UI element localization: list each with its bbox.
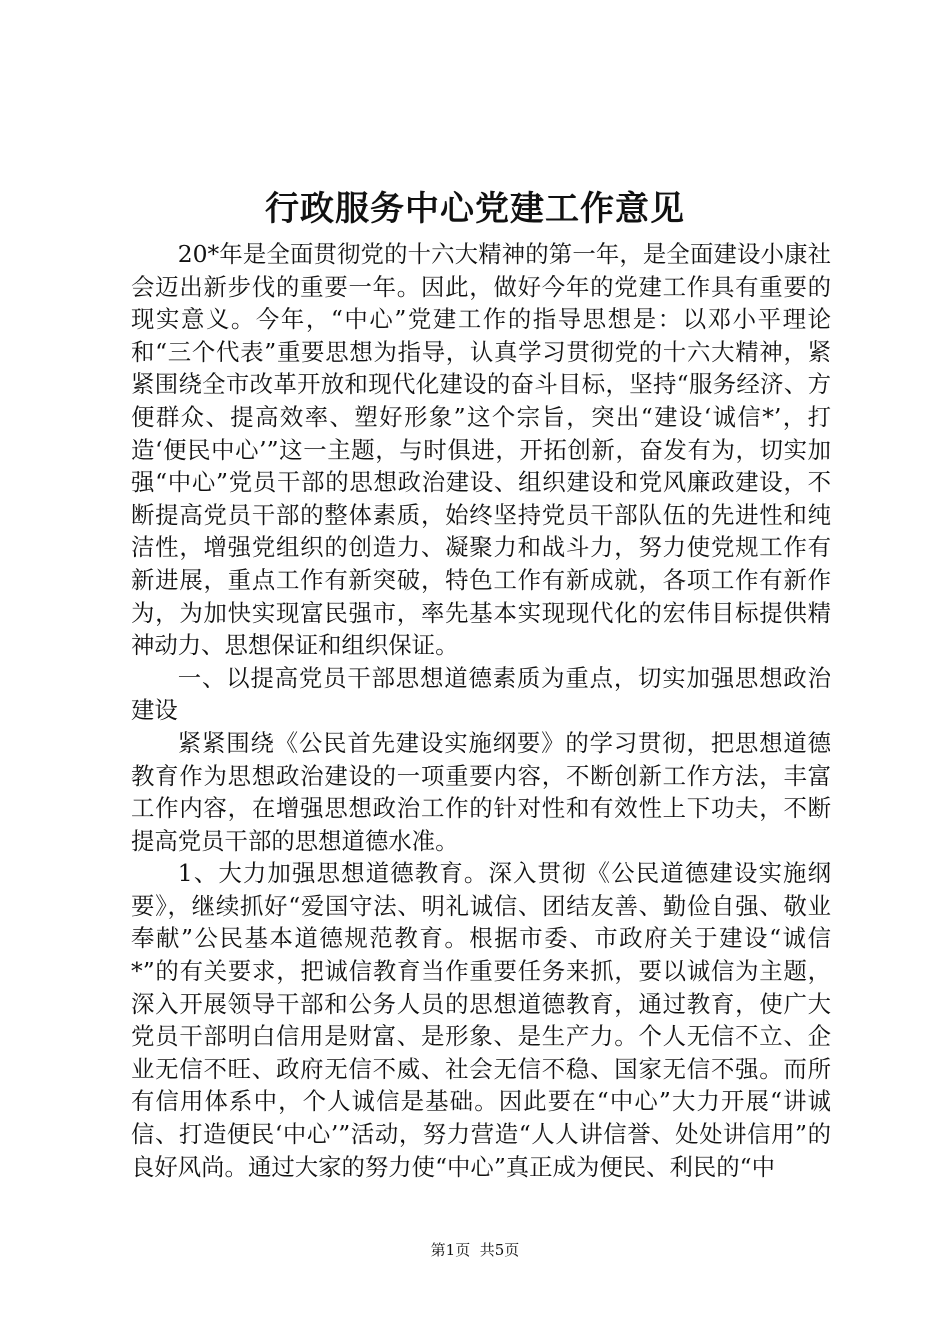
page-number: 第1页 [430, 1241, 471, 1259]
footer-gap [470, 1241, 480, 1259]
paragraph-section-1: 紧紧围绕《公民首先建设实施纲要》的学习贯彻，把思想道德教育作为思想政治建设的一项重要内容，不断创新工作方法，丰富工作内容，在增强思想政治工作的针对性和有效性上下功夫，不断提高党员干部的思想道德水准。 [131, 728, 831, 855]
section-heading-1: 一、以提高党员干部思想道德素质为重点，切实加强思想政治建设 [131, 663, 831, 725]
paragraph-item-1: 1、大力加强思想道德教育。深入贯彻《公民道德建设实施纲要》，继续抓好“爱国守法、明礼诚信、团结友善、勤俭自强、敬业奉献”公民基本道德规范教育。根据市委、市政府关于建设“诚信*”的有关要求，把诚信教育当作重要任务来抓，要以诚信为主题，深入开展领导干部和公务人员的思想道德教育，通过教育，使广大党员干部明白信用是财富、是形象、是生产力。个人无信不立、企业无信不旺、政府无信不威、社会无信不稳、国家无信不强。而所有信用体系中，个人诚信是基础。因此要在“中心”大力开展“讲诚信、打造便民‘中心’”活动，努力营造“人人讲信誉、处处讲信用”的良好风尚。通过大家的努力使“中心”真正成为便民、利民的“中 [131, 859, 831, 1181]
document-title: 行政服务中心党建工作意见 [265, 189, 685, 229]
document-body [131, 238, 831, 1183]
page-total: 共5页 [479, 1241, 520, 1259]
paragraph-intro: 20*年是全面贯彻党的十六大精神的第一年，是全面建设小康社会迈出新步伐的重要一年。因此，做好今年的党建工作具有重要的现实意义。今年，“中心”党建工作的指导思想是：以邓小平理论和“三个代表”重要思想为指导，认真学习贯彻党的十六大精神，紧紧围绕全市改革开放和现代化建设的奋斗目标，坚持“服务经济、方便群众、提高效率、塑好形象”这个宗旨，突出“建设‘诚信*’，打造‘便民中心’”这一主题，与时俱进，开拓创新，奋发有为，切实加强“中心”党员干部的思想政治建设、组织建设和党风廉政建设，不断提高党员干部的整体素质，始终坚持党员干部队伍的先进性和纯洁性，增强党组织的创造力、凝聚力和战斗力，努力使党规工作有新进展，重点工作有新突破，特色工作有新成就，各项工作有新作为，为加快实现富民强市，率先基本实现现代化的宏伟目标提供精神动力、思想保证和组织保证。 [131, 240, 831, 660]
page-footer [0, 1240, 950, 1260]
